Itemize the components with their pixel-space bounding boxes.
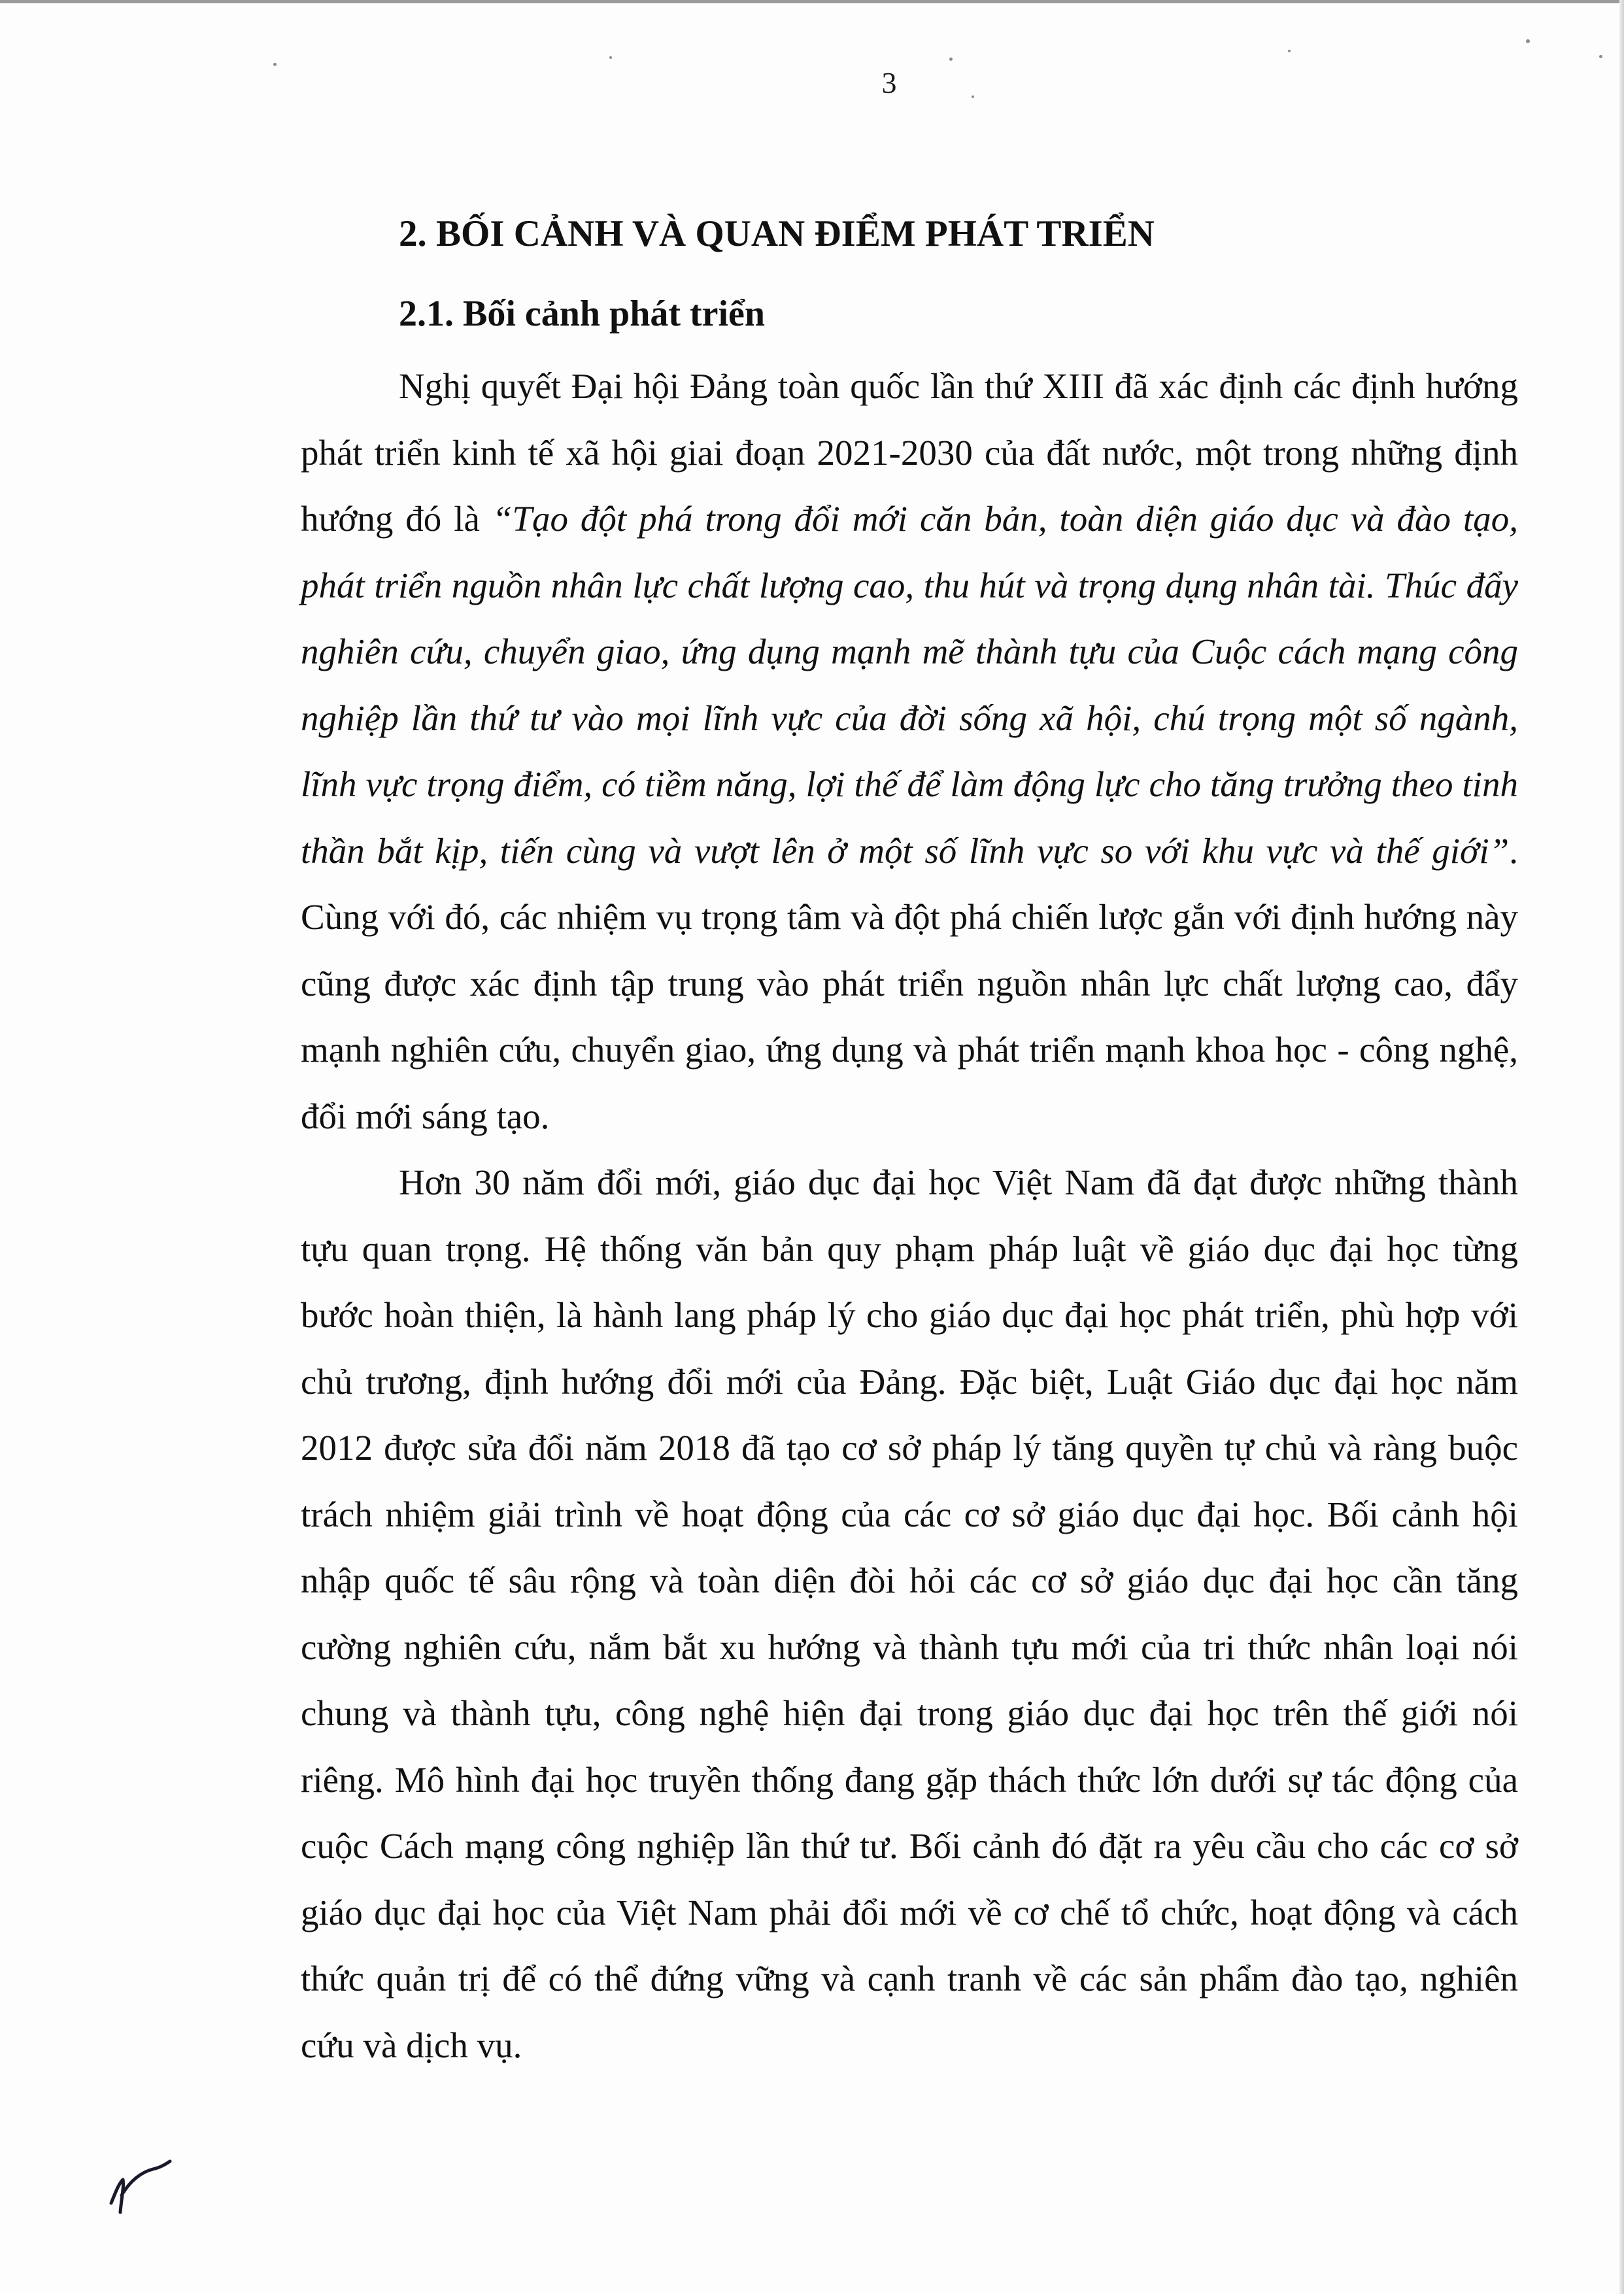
scan-right-edge: [1619, 0, 1624, 2294]
scan-speck: [972, 95, 974, 98]
paragraph-rest-text: . Cùng với đó, các nhiệm vụ trọng tâm và đột phá chiến lược gắn với định hướng này cũng được xác định tập trung vào phát triển nguồn nhân lực chất lượng cao, đẩy mạnh nghiên cứu, chuyển giao, ứng dụng và phát triển mạnh khoa học - công nghệ, đổi mới sáng tạo.: [301, 830, 1518, 1136]
scan-speck: [949, 58, 953, 61]
paragraph-achievements: Hơn 30 năm đổi mới, giáo dục đại học Việt Nam đã đạt được những thành tựu quan trọng. Hệ thống văn bản quy phạm pháp luật về giáo dục đại học từng bước hoàn thiện, là hành lang pháp lý cho giáo dục đại học phát triển, phù hợp với chủ trương, định hướng đổi mới của Đảng. Đặc biệt, Luật Giáo dục đại học năm 2012 được sửa đổi năm 2018 đã tạo cơ sở pháp lý tăng quyền tự chủ và ràng buộc trách nhiệm giải trình về hoạt động của các cơ sở giáo dục đại học. Bối cảnh hội nhập quốc tế sâu rộng và toàn diện đòi hỏi các cơ sở giáo dục đại học cần tăng cường nghiên cứu, nắm bắt xu hướng và thành tựu mới của tri thức nhân loại nói chung và thành tựu, công nghệ hiện đại trong giáo dục đại học trên thế giới nói riêng. Mô hình đại học truyền thống đang gặp thách thức lớn dưới sự tác động của cuộc Cách mạng công nghiệp lần thứ tư. Bối cảnh đó đặt ra yêu cầu cho các cơ sở giáo dục đại học của Việt Nam phải đổi mới về cơ chế tổ chức, hoạt động và cách thức quản trị để có thể đứng vững và cạnh tranh về các sản phẩm đào tạo, nghiên cứu và dịch vụ.: [301, 1162, 1518, 2065]
resolution-quote: “Tạo đột phá trong đổi mới căn bản, toàn diện giáo dục và đào tạo, phát triển nguồn nhân lực chất lượng cao, thu hút và trọng dụng nhân tài. Thúc đẩy nghiên cứu, chuyển giao, ứng dụng mạnh mẽ thành tựu của Cuộc cách mạng công nghiệp lần thứ tư vào mọi lĩnh vực của đời sống xã hội, chú trọng một số ngành, lĩnh vực trọng điểm, có tiềm năng, lợi thế để làm động lực cho tăng trưởng theo tinh thần bắt kịp, tiến cùng và vượt lên ở một số lĩnh vực so với khu vực và thế giới”: [301, 499, 1518, 871]
scan-speck: [1599, 55, 1602, 58]
subsection-heading: 2.1. Bối cảnh phát triển: [399, 294, 766, 334]
scan-speck: [1288, 50, 1291, 52]
scan-speck: [609, 56, 612, 59]
paragraph-context: [301, 353, 1518, 1149]
section-heading: 2. BỐI CẢNH VÀ QUAN ĐIỂM PHÁT TRIỂN: [399, 213, 1155, 254]
scan-speck: [273, 63, 277, 66]
handwritten-initial-mark: [105, 2157, 177, 2216]
document-body: [301, 208, 1518, 2078]
scan-speck: [1526, 39, 1530, 43]
page-number: 3: [881, 66, 897, 99]
paragraph-intro-text: Nghị quyết Đại hội Đảng toàn quốc lần thứ XIII đã xác định các định hướng phát triển kinh tế xã hội giai đoạn 2021-2030 của đất nước, một trong những định hướng đó là: [301, 366, 1518, 539]
scan-top-edge: [0, 0, 1624, 3]
